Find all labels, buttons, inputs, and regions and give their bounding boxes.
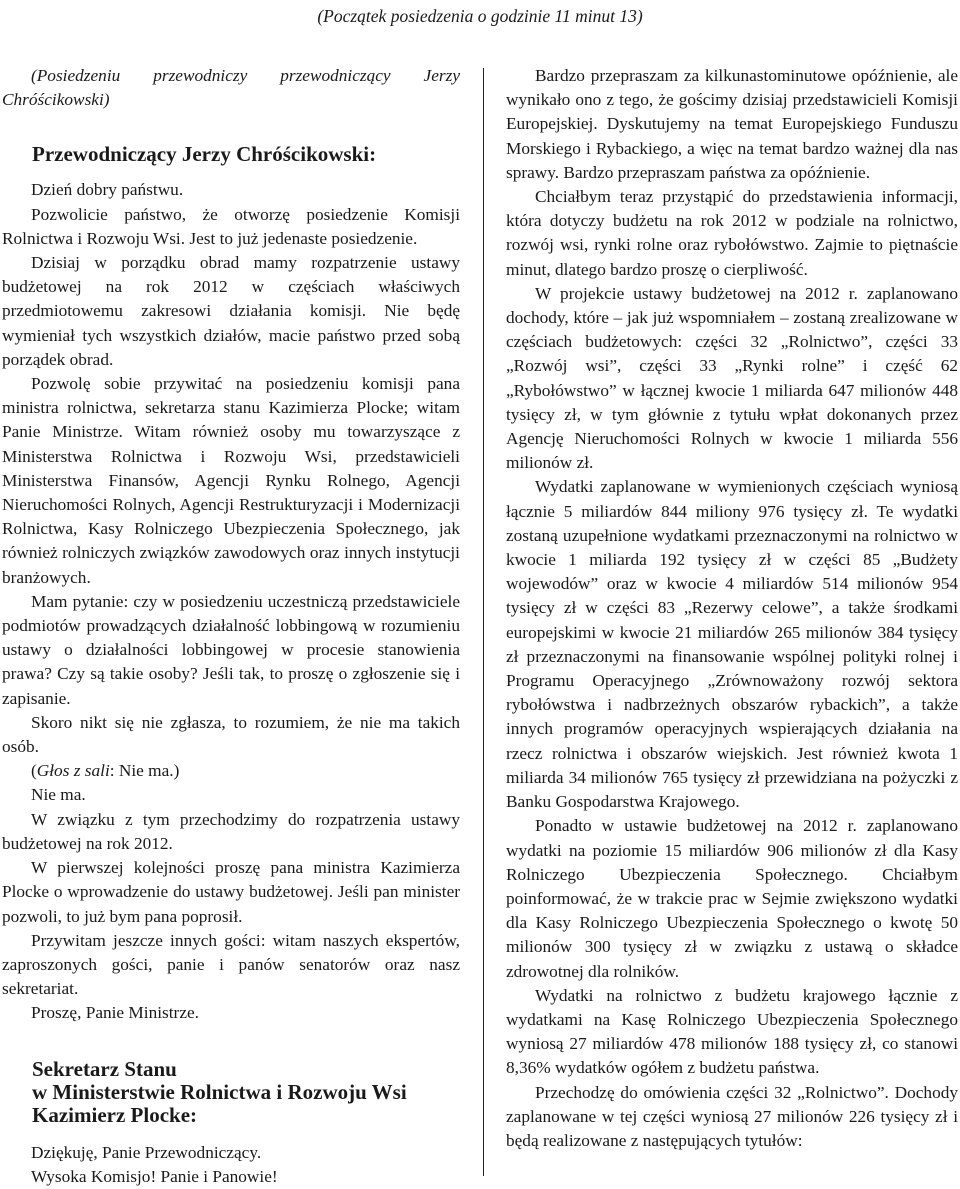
paragraph: Przywitam jeszcze innych gości: witam naszych ekspertów, zaproszonych gości, panie i panów senatorów oraz nasz sekretariat. [2, 930, 460, 999]
paragraph: W projekcie ustawy budżetowej na 2012 r. zaplanowano dochody, które – jak już wspomniałem – zostaną zrealizowane w częściach budżetowych: części 32 „Rolnictwo”, części 33 „Rozwój wsi”, części 33 „Rynki rolne” i część 62 „Rybołówstwo” w łącznej kwocie 1 miliarda 647 milionów 448 tysięcy zł, w tym głównie z tytułu wpłat dokonanych przez Agencję Nieruchomości Rolnych w kwocie 1 miliarda 556 milionów zł. [506, 283, 958, 473]
paragraph: Ponadto w ustawie budżetowej na 2012 r. zaplanowano wydatki na poziomie 15 miliardów 906 milionów zł dla Kasy Rolniczego Ubezpieczenia Społecznego. Chciałbym poinformować, że w trakcie prac w Sejmie zwiększono wydatki dla Kasy Rolniczego Ubezpieczenia Społecznego o kwotę 50 milionów 300 tysięcy zł w związku z ustawą o składce zdrowotnej dla rolników. [506, 816, 958, 981]
paragraph: Dzień dobry państwu. [31, 180, 184, 200]
paragraph: W związku z tym przechodzimy do rozpatrzenia ustawy budżetowej na rok 2012. [2, 809, 460, 853]
paragraph: Wysoka Komisjo! Panie i Panowie! [31, 1166, 278, 1186]
voice-text: : Nie ma.) [109, 761, 180, 781]
speaker-ministry-line: w Ministerstwie Rolnictwa i Rozwoju Wsi [32, 1079, 407, 1104]
paragraph: Wydatki zaplanowane w wymienionych częściach wyniosą łącznie 5 miliardów 844 miliony 976 tysięcy zł. Te wydatki zostaną uzupełnione wydatkami przeznaczonymi na rolnictwo w kwocie 1 miliarda 192 tysięcy zł w części 85 „Budżety wojewodów” oraz w kwocie 4 miliardów 514 milionów 954 tysięcy zł w części 83 „Rezerwy celowe”, a także środkami europejskimi w kwocie 21 miliardów 265 milionów 384 tysięcy zł przeznaczonymi na finansowanie wspólnej polityki rolnej i Programu Operacyjnego „Zrównoważony rozwój sektora rybołówstwa i nadbrzeżnych obszarów rybackich”, a także innych programów operacyjnych wspierających działania na rzecz rolnictwa i obszarów wiejskich. Jest również kwota 1 miliarda 34 milionów 765 tysięcy zł przewidziana na pożyczki z Banku Gospodarstwa Krajowego. [506, 477, 958, 812]
voice-open-paren: ( [31, 761, 37, 781]
paragraph: Chciałbym teraz przystąpić do przedstawienia informacji, która dotyczy budżetu na rok 2012 w podziale na rolnictwo, rozwój wsi, rynki rolne oraz rybołówstwo. Zajmie to piętnaście minut, dlatego bardzo proszę o cierpliwość. [506, 187, 958, 279]
speaker-title-line: Sekretarz Stanu [32, 1056, 177, 1081]
paragraph: Skoro nikt się nie zgłasza, to rozumiem, że nie ma takich osób. [2, 712, 460, 757]
paragraph: Pozwolę sobie przywitać na posiedzeniu komisji pana ministra rolnictwa, sekretarza stanu Kazimierza Plocke; witam Panie Ministrze. Witam również osoby mu towarzyszące z Ministerstwa Rolnictwa i Rozwoju Wsi, przedstawicieli Ministerstwa Finansów, Agencji Rynku Rolnego, Agencji Nieruchomości Rolnych, Agencji Restrukturyzacji i Modernizacji Rolnictwa, Kasy Rolniczego Ubezpieczenia Społecznego, jak również rolniczych związków zawodowych oraz innych instytucji branżowych. [2, 374, 460, 587]
paragraph: Pozwolicie państwo, że otworzę posiedzenie Komisji Rolnictwa i Rozwoju Wsi. Jest to już jedenaste posiedzenie. [2, 204, 460, 248]
chair-note: (Posiedzeniu przewodniczy przewodniczący Jerzy Chróścikowski) [2, 66, 460, 110]
speaker-heading-chairman: Przewodniczący Jerzy Chróścikowski: [32, 142, 377, 167]
paragraph: Dzisiaj w porządku obrad mamy rozpatrzenie ustawy budżetowej na rok 2012 w częściach właściwych przedmiotowemu zakresowi działania komisji. Nie będę wymieniał tych wszystkich działów, macie państwo przed sobą porządek obrad. [2, 253, 460, 369]
paragraph: Nie ma. [31, 785, 86, 805]
paragraph: W pierwszej kolejności proszę pana ministra Kazimierza Plocke o wprowadzenie do ustawy budżetowej. Jeśli pan minister pozwoli, to już bym pana poprosił. [2, 858, 460, 926]
left-column [2, 64, 460, 1189]
paragraph: Wydatki na rolnictwo z budżetu krajowego łącznie z wydatkami na Kasę Rolniczego Ubezpieczenia Społecznego wyniosą 27 miliardów 478 milionów 188 tysięcy zł, co stanowi 8,36% wydatków ogółem z budżetu państwa. [506, 985, 958, 1078]
paragraph: Bardzo przepraszam za kilkunastominutowe opóźnienie, ale wynikało ono z tego, że gościmy dzisiaj przedstawicieli Komisji Europejskiej. Dyskutujemy na temat Europejskiego Funduszu Morskiego i Rybackiego, a więc na temat bardzo ważnej dla nas sprawy. Bardzo przepraszam państwa za opóźnienie. [506, 66, 958, 182]
voice-from-room [2, 759, 460, 783]
voice-label: Głos z sali [36, 761, 110, 781]
speaker-name-line: Kazimierz Plocke: [32, 1102, 198, 1127]
right-column [506, 64, 958, 1153]
column-divider [483, 68, 484, 1176]
session-start-note: (Początek posiedzenia o godzinie 11 minut 13) [317, 6, 643, 26]
paragraph: Mam pytanie: czy w posiedzeniu uczestniczą przedstawiciele podmiotów prowadzących działalność lobbingową w rozumieniu ustawy o działalności lobbingowej w procesie stanowienia prawa? Czy są takie osoby? Jeśli tak, to proszę o zgłoszenie się i zapisanie. [2, 591, 460, 708]
paragraph: Przechodzę do omówienia części 32 „Rolnictwo”. Dochody zaplanowane w tej części wyniosą 27 milionów 226 tysięcy zł i będą realizowane z następujących tytułów: [506, 1082, 958, 1150]
speaker-heading-secretary [32, 1058, 460, 1127]
paragraph: Proszę, Panie Ministrze. [31, 1003, 199, 1023]
paragraph: Dziękuję, Panie Przewodniczący. [31, 1142, 262, 1162]
